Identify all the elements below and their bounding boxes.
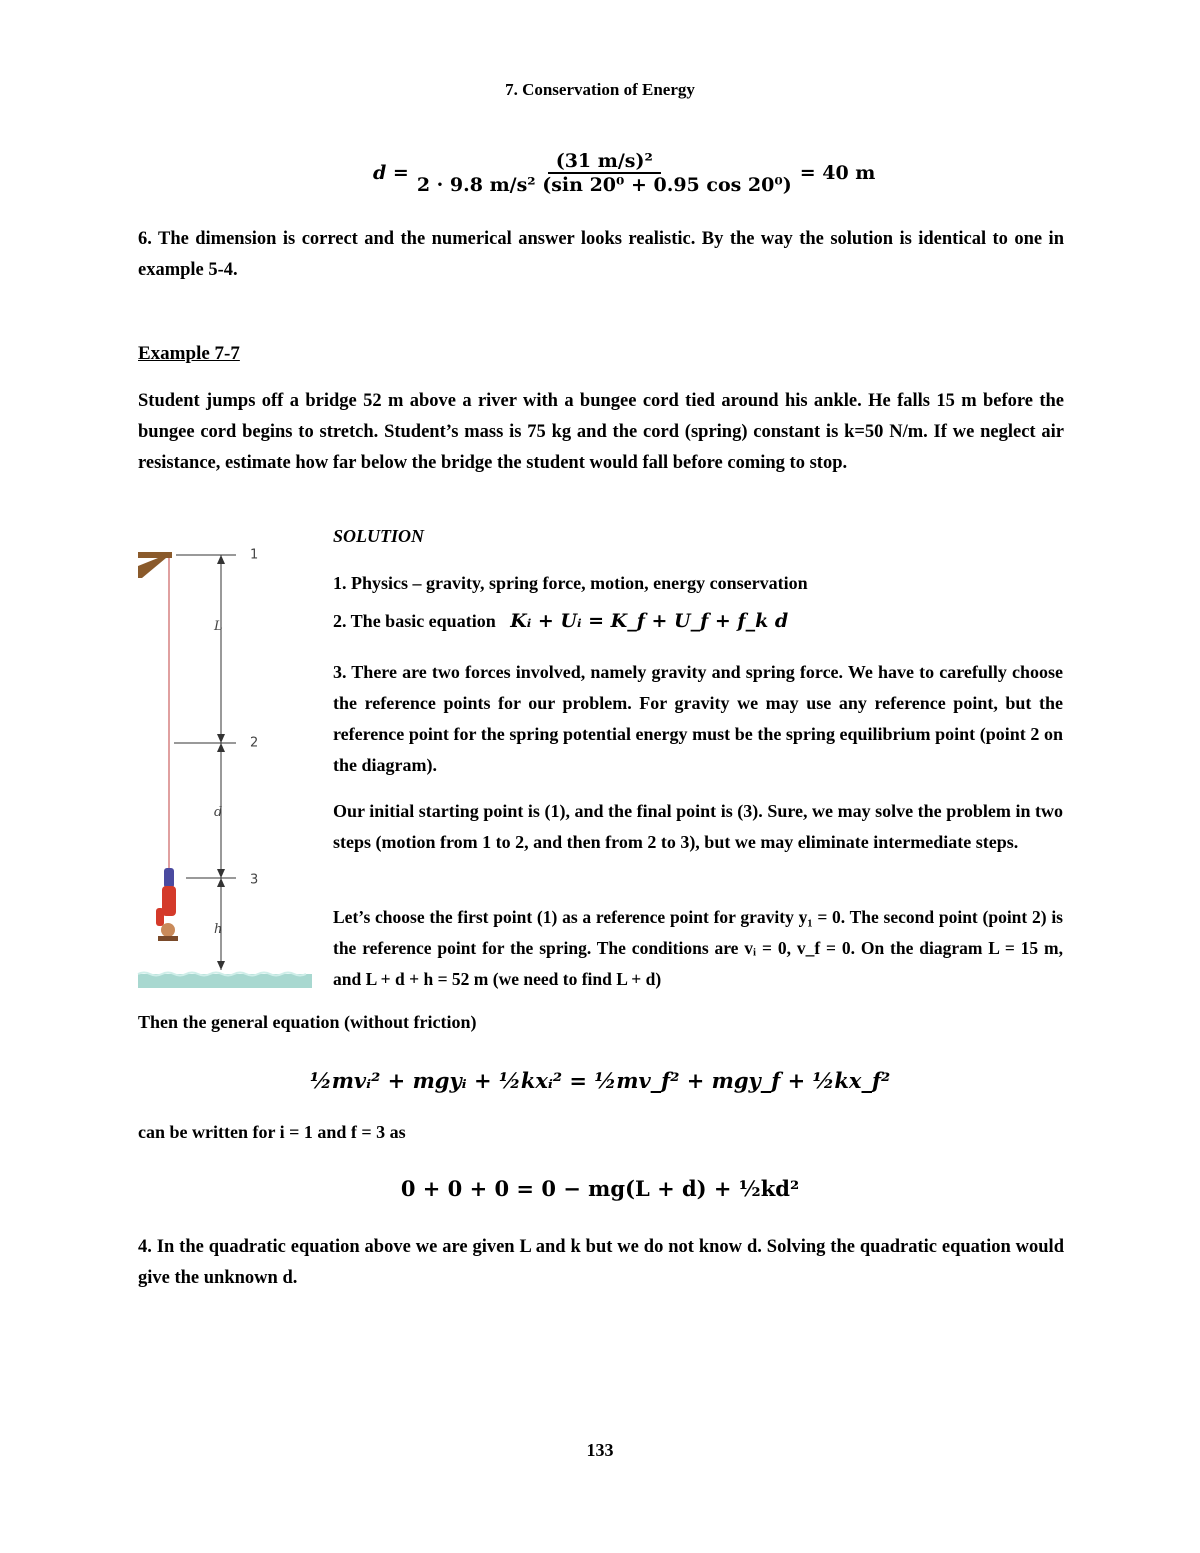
step-3-part-b: Our initial starting point is (1), and the final point is (3). Sure, we may solve the problem in two steps (motion from 1 to 2, and then from 2 to 3), but we may eliminate intermediate steps. bbox=[333, 801, 1063, 852]
specific-equation: 0 + 0 + 0 = 0 − mg(L + d) + ½kd² bbox=[400, 1176, 800, 1201]
running-header: 7. Conservation of Energy bbox=[505, 80, 695, 99]
step-4-paragraph: 4. In the quadratic equation above we are given L and k but we do not know d. Solving the quadratic equation would give the unknown d. bbox=[138, 1237, 1064, 1288]
step-2-text: 2. The basic equation bbox=[333, 611, 496, 631]
segment-label-d: d bbox=[214, 805, 223, 820]
segment-label-h: h bbox=[214, 922, 223, 937]
equation-d-fraction bbox=[417, 150, 792, 196]
point-label-1: 1 bbox=[250, 547, 259, 563]
equation-d bbox=[373, 150, 875, 196]
bungee-diagram bbox=[136, 538, 316, 993]
step-2-equation: Kᵢ + Uᵢ = K_f + U_f + f_k d bbox=[510, 610, 789, 632]
equation-d-rhs: = 40 m bbox=[799, 162, 876, 184]
point-label-2: 2 bbox=[250, 735, 259, 751]
step-1: 1. Physics – gravity, spring force, motion, energy conservation bbox=[333, 573, 808, 593]
bungee-jumper-figure bbox=[156, 868, 178, 941]
segment-label-L: L bbox=[214, 619, 223, 634]
page-number: 133 bbox=[586, 1440, 614, 1460]
equation-d-lhs: d = bbox=[373, 162, 409, 184]
equation-d-denominator: 2 · 9.8 m/s² (sin 20⁰ + 0.95 cos 20⁰) bbox=[416, 174, 792, 196]
step-3-part-a: 3. There are two forces involved, namely gravity and spring force. We have to carefully choose the reference points for our problem. For gravity we may use any reference point, but the reference point for the spring potential energy must be the spring equilibrium point (point 2 on the diagram). bbox=[333, 662, 1063, 775]
written-for-text: can be written for i = 1 and f = 3 as bbox=[138, 1122, 406, 1142]
point-label-3: 3 bbox=[250, 872, 259, 888]
step-3-part-c: Let’s choose the first point (1) as a reference point for gravity y₁ = 0. The second point (point 2) is the reference point for the spring. The conditions are vᵢ = 0, v_f = 0. On the diagram L = 15 m, and L + d + h = 52 m (we need to find L + d) bbox=[333, 907, 1063, 989]
step-2 bbox=[333, 610, 788, 632]
general-equation-intro: Then the general equation (without friction) bbox=[138, 1012, 477, 1032]
example-title: Example 7-7 bbox=[138, 343, 240, 364]
step-6-paragraph: 6. The dimension is correct and the numerical answer looks realistic. By the way the solution is identical to one in example 5-4. bbox=[138, 229, 1064, 280]
bridge-beam bbox=[138, 552, 172, 578]
equation-d-numerator: (31 m/s)² bbox=[548, 150, 661, 174]
problem-paragraph: Student jumps off a bridge 52 m above a river with a bungee cord tied around his ankle. He falls 15 m before the bungee cord begins to stretch. Student’s mass is 75 kg and the cord (spring) constant is k=50 N/m. If we neglect air resistance, estimate how far below the bridge the student would fall before coming to stop. bbox=[138, 391, 1064, 473]
general-equation: ½mvᵢ² + mgyᵢ + ½kxᵢ² = ½mv_f² + mgy_f + ½kx_f² bbox=[309, 1068, 891, 1093]
solution-label: SOLUTION bbox=[333, 526, 425, 546]
